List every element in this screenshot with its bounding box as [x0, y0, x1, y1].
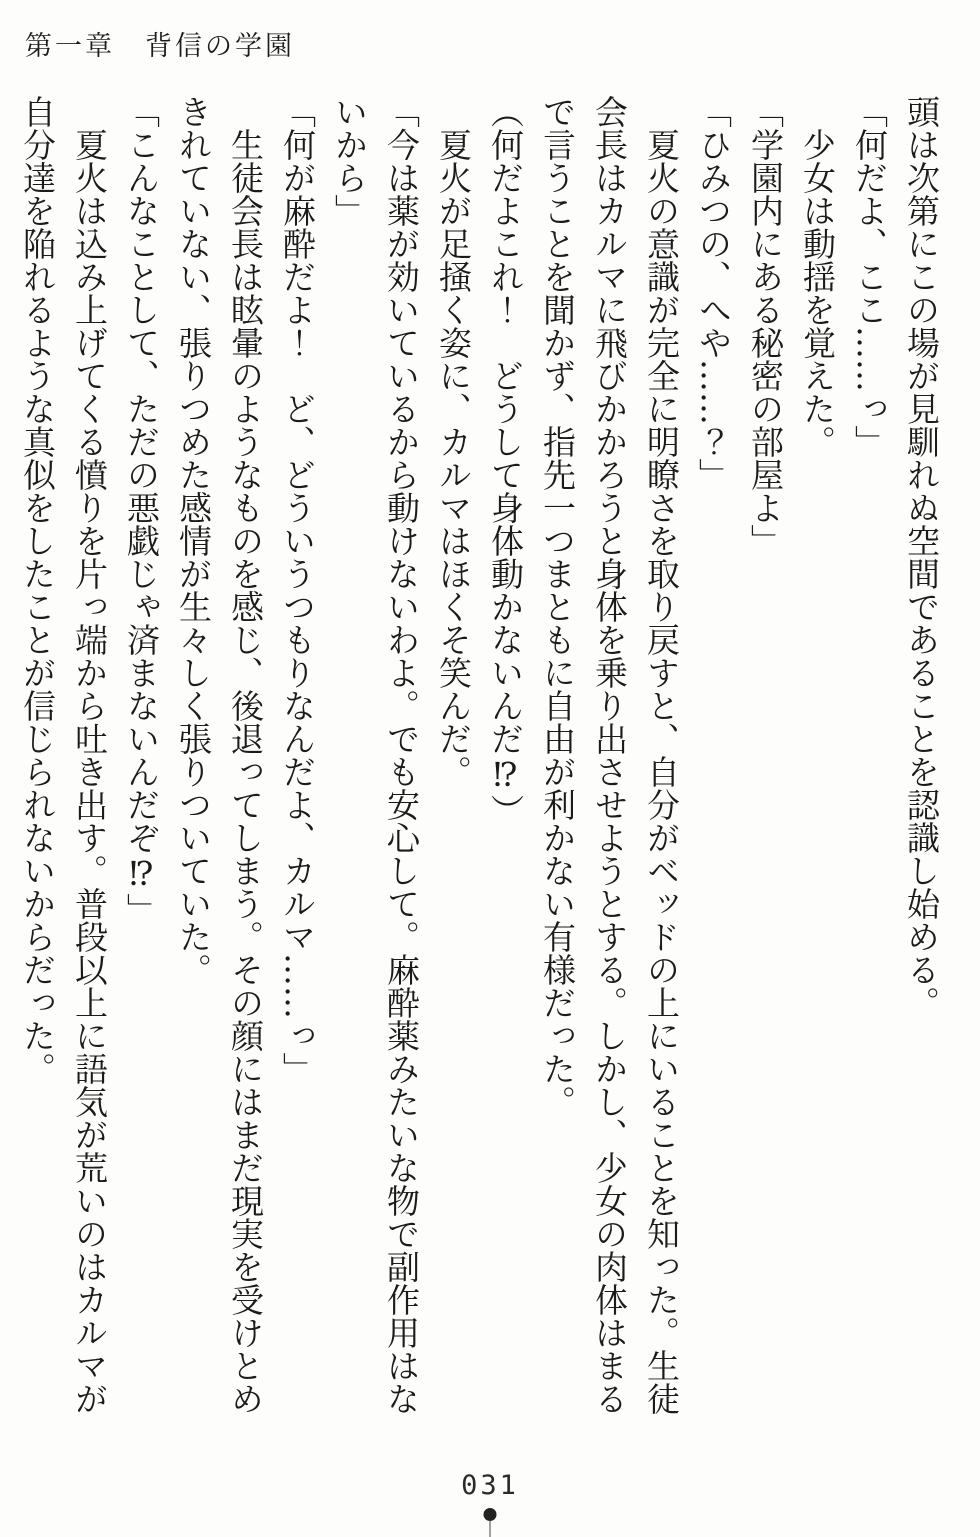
paragraph: 夏火が足掻く姿に、カルマはほくそ笑んだ。 [434, 95, 473, 788]
footer-line-ornament [490, 1520, 491, 1537]
paragraph: 夏火の意識が完全に明瞭さを取り戻すと、自分がベッドの上にいることを知った。生徒会長はカルマに飛びかかろうと身体を乗り出させようとする。しかし、少女の肉体はまるで言うことを聞かず、指先一つまともに自由が利かない有様だった。 [538, 95, 681, 1415]
body-text [11, 95, 947, 1427]
paragraph: 頭は次第にこの場が見馴れぬ空間であることを認識し始める。 [902, 95, 941, 1019]
paragraph: 「何が麻酔だよ！ ど、どういうつもりなんだよ、カルマ……っ」 [278, 95, 317, 1085]
paragraph: 「何だよ、ここ……っ」 [850, 95, 889, 458]
paragraph: 「こんなことして、ただの悪戯じゃ済まないんだぞ⁉」 [122, 95, 161, 926]
paragraph: 「学園内にある秘密の部屋よ」 [746, 95, 785, 557]
paragraph: 「ひみつの、へや……？」 [694, 95, 733, 491]
paragraph: （何だよこれ！ どうして身体動かないんだ⁉） [486, 95, 525, 827]
paragraph: 生徒会長は眩暈のようなものを感じ、後退ってしまう。その顔にはまだ現実を受けとめきれていない、張りつめた感情が生々しく張りついていた。 [174, 95, 265, 1415]
paragraph: 夏火は込み上げてくる憤りを片っ端から吐き出す。普段以上に語気が荒いのはカルマが自分達を陥れるような真似をしたことが信じられないからだった。 [18, 95, 109, 1415]
paragraph: 「今は薬が効いているから動けないわよ。でも安心して。麻酔薬みたいな物で副作用はないから」 [330, 95, 421, 1415]
page-number: 031 [461, 1470, 519, 1501]
chapter-title: 第一章 背信の学園 [25, 31, 295, 62]
paragraph: 少女は動揺を覚えた。 [798, 95, 837, 458]
page-footer [0, 1467, 980, 1537]
